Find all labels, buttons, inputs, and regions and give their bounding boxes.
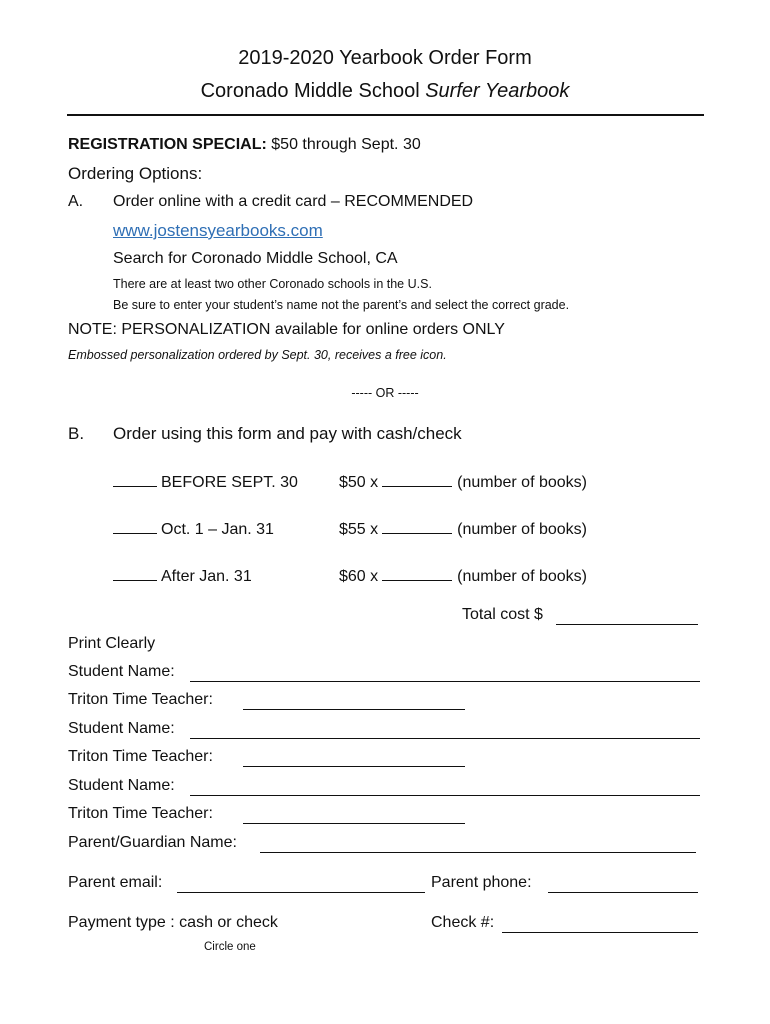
pricing-row-period <box>113 566 252 586</box>
form-title: 2019-2020 Yearbook Order Form <box>238 47 532 69</box>
pricing-row-period <box>113 519 274 539</box>
registration-special <box>68 136 421 154</box>
yearbook-name: Surfer Yearbook <box>425 80 570 102</box>
pricing-row-period <box>113 472 298 492</box>
teacher-label: Triton Time Teacher: <box>68 805 213 822</box>
unit-label: (number of books) <box>457 474 587 491</box>
student-name-label: Student Name: <box>68 777 175 794</box>
check-number-field[interactable] <box>502 932 698 933</box>
student-name-field[interactable] <box>190 681 700 682</box>
pricing-row-price <box>339 519 587 539</box>
circle-one-hint: Circle one <box>204 941 256 953</box>
student-name-field[interactable] <box>190 795 700 796</box>
parent-name-label: Parent/Guardian Name: <box>68 834 237 851</box>
checkmark-blank[interactable] <box>113 519 157 534</box>
quantity-blank[interactable] <box>382 519 452 534</box>
payment-type-label: Payment type : cash or check <box>68 914 278 931</box>
option-b-text: Order using this form and pay with cash/check <box>113 424 462 443</box>
option-a-note1: There are at least two other Coronado schools in the U.S. <box>113 277 432 291</box>
parent-email-field[interactable] <box>177 892 425 893</box>
pricing-row-price <box>339 566 587 586</box>
parent-name-field[interactable] <box>260 852 696 853</box>
total-cost-field[interactable] <box>556 624 698 625</box>
print-clearly: Print Clearly <box>68 635 156 652</box>
registration-text: $50 through Sept. 30 <box>271 136 421 153</box>
parent-phone-label: Parent phone: <box>431 874 532 891</box>
teacher-field[interactable] <box>243 766 465 767</box>
student-name-field[interactable] <box>190 738 700 739</box>
period-label: After Jan. 31 <box>161 568 252 585</box>
teacher-field[interactable] <box>243 709 465 710</box>
checkmark-blank[interactable] <box>113 566 157 581</box>
teacher-label: Triton Time Teacher: <box>68 748 213 765</box>
student-name-label: Student Name: <box>68 720 175 737</box>
or-divider: ----- OR ----- <box>351 386 419 400</box>
personalization-note: NOTE: PERSONALIZATION available for online orders ONLY <box>68 321 505 338</box>
embossed-note: Embossed personalization ordered by Sept. 30, receives a free icon. <box>68 348 447 362</box>
check-number-label: Check #: <box>431 914 495 931</box>
jostens-link[interactable]: www.jostensyearbooks.com <box>113 221 323 240</box>
teacher-label: Triton Time Teacher: <box>68 691 213 708</box>
quantity-blank[interactable] <box>382 472 452 487</box>
option-a-text: Order online with a credit card – RECOMMENDED <box>113 193 474 210</box>
price-label: $60 x <box>339 568 379 585</box>
unit-label: (number of books) <box>457 521 587 538</box>
option-a-letter: A. <box>68 193 84 210</box>
parent-email-label: Parent email: <box>68 874 163 891</box>
unit-label: (number of books) <box>457 568 587 585</box>
parent-phone-field[interactable] <box>548 892 698 893</box>
option-b-letter: B. <box>68 424 85 443</box>
registration-label: REGISTRATION SPECIAL: <box>68 136 267 153</box>
ordering-options-label: Ordering Options: <box>68 164 203 183</box>
option-a-search: Search for Coronado Middle School, CA <box>113 250 398 267</box>
price-label: $55 x <box>339 521 379 538</box>
teacher-field[interactable] <box>243 823 465 824</box>
period-label: Oct. 1 – Jan. 31 <box>161 521 274 538</box>
school-title <box>0 80 770 103</box>
period-label: BEFORE SEPT. 30 <box>161 474 298 491</box>
checkmark-blank[interactable] <box>113 472 157 487</box>
title-divider <box>67 114 704 116</box>
pricing-row-price <box>339 472 587 492</box>
total-cost-label: Total cost $ <box>462 606 543 623</box>
quantity-blank[interactable] <box>382 566 452 581</box>
student-name-label: Student Name: <box>68 663 175 680</box>
school-name: Coronado Middle School <box>200 80 420 102</box>
price-label: $50 x <box>339 474 379 491</box>
option-a-note2: Be sure to enter your student’s name not the parent’s and select the correct grade. <box>113 298 570 312</box>
